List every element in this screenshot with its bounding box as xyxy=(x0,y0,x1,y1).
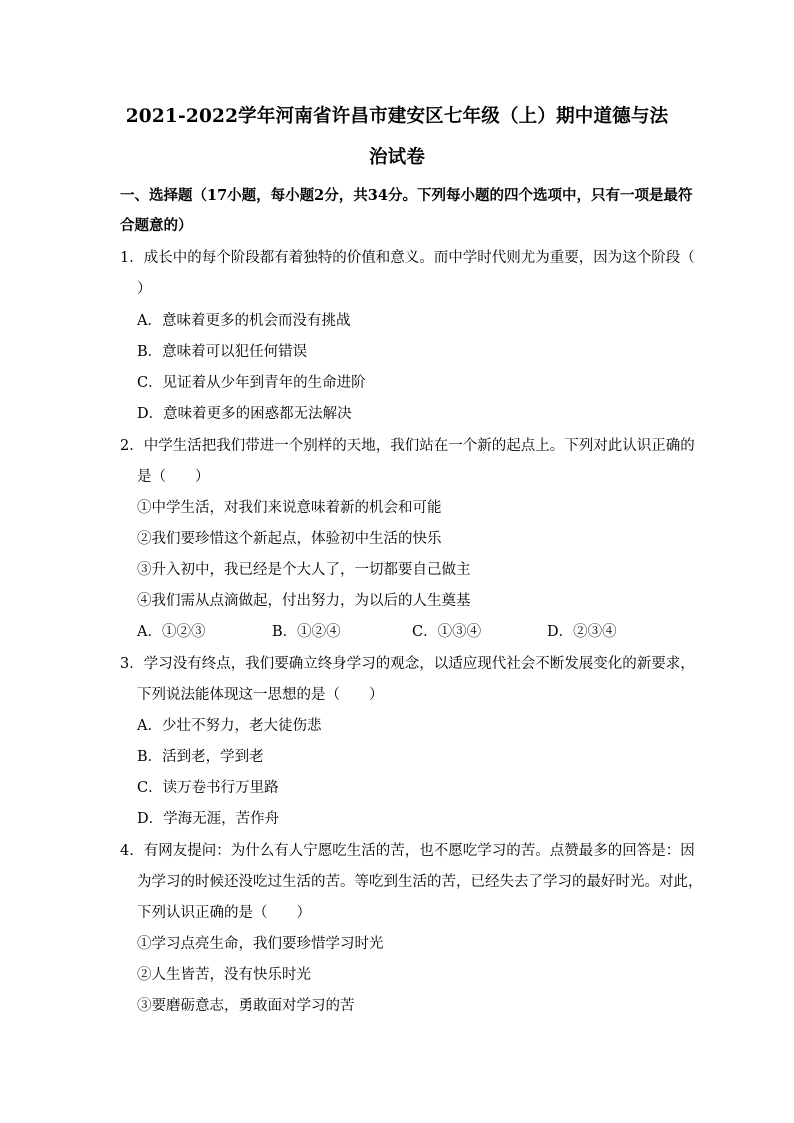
option-d: D．②③④ xyxy=(547,624,617,640)
question-stem: 3．学习没有终点，我们要确立终身学习的观念，以适应现代社会不断发展变化的新要求， xyxy=(120,656,695,672)
option-a: A．意味着更多的机会而没有挑战 xyxy=(137,313,351,329)
option-a: A．少壮不努力，老大徒伤悲 xyxy=(137,718,322,734)
option-c: C．①③④ xyxy=(412,624,482,640)
statement-3: ③要磨砺意志，勇敢面对学习的苦 xyxy=(137,998,355,1014)
question-stem: 1．成长中的每个阶段都有着独特的价值和意义。而中学时代则尤为重要，因为这个阶段（ xyxy=(120,250,695,266)
statement-2: ②人生皆苦，没有快乐时光 xyxy=(137,967,311,983)
exam-title-line-1: 2021-2022学年河南省许昌市建安区七年级（上）期中道德与法 xyxy=(125,106,669,127)
option-c: C．读万卷书行万里路 xyxy=(137,780,279,796)
question-stem-cont: 为学习的时候还没吃过生活的苦。等吃到生活的苦，已经失去了学习的最好时光。对此， xyxy=(137,874,703,890)
option-d: D．学海无涯，苦作舟 xyxy=(137,811,280,827)
statement-1: ①中学生活，对我们来说意味着新的机会和可能 xyxy=(137,500,442,516)
option-b: B．①②④ xyxy=(272,624,341,640)
question-stem: 2．中学生活把我们带进一个别样的天地，我们站在一个新的起点上。下列对此认识正确的 xyxy=(120,438,695,454)
question-stem-cont-2: 下列认识正确的是（ ） xyxy=(137,905,311,921)
section-heading: 一、选择题（17小题，每小题2分，共34分。下列每小题的四个选项中，只有一项是最符 xyxy=(120,187,693,204)
option-a: A．①②③ xyxy=(137,624,206,640)
question-stem-cont: 下列说法能体现这一思想的是（ ） xyxy=(137,687,384,703)
option-b: B．活到老，学到老 xyxy=(137,749,264,765)
question-stem-cont: 是（ ） xyxy=(137,469,210,485)
option-d: D．意味着更多的困惑都无法解决 xyxy=(137,406,352,422)
question-stem-cont: ） xyxy=(137,281,152,297)
section-heading-cont: 合题意的） xyxy=(120,217,193,234)
exam-title-line-2: 治试卷 xyxy=(368,147,426,168)
statement-1: ①学习点亮生命，我们要珍惜学习时光 xyxy=(137,936,384,952)
option-b: B．意味着可以犯任何错误 xyxy=(137,344,308,360)
statement-2: ②我们要珍惜这个新起点，体验初中生活的快乐 xyxy=(137,531,442,547)
statement-4: ④我们需从点滴做起，付出努力，为以后的人生奠基 xyxy=(137,593,471,609)
option-c: C．见证着从少年到青年的生命进阶 xyxy=(137,375,366,391)
statement-3: ③升入初中，我已经是个大人了，一切都要自己做主 xyxy=(137,562,471,578)
question-stem: 4．有网友提问：为什么有人宁愿吃生活的苦，也不愿吃学习的苦。点赞最多的回答是：因 xyxy=(120,843,695,859)
